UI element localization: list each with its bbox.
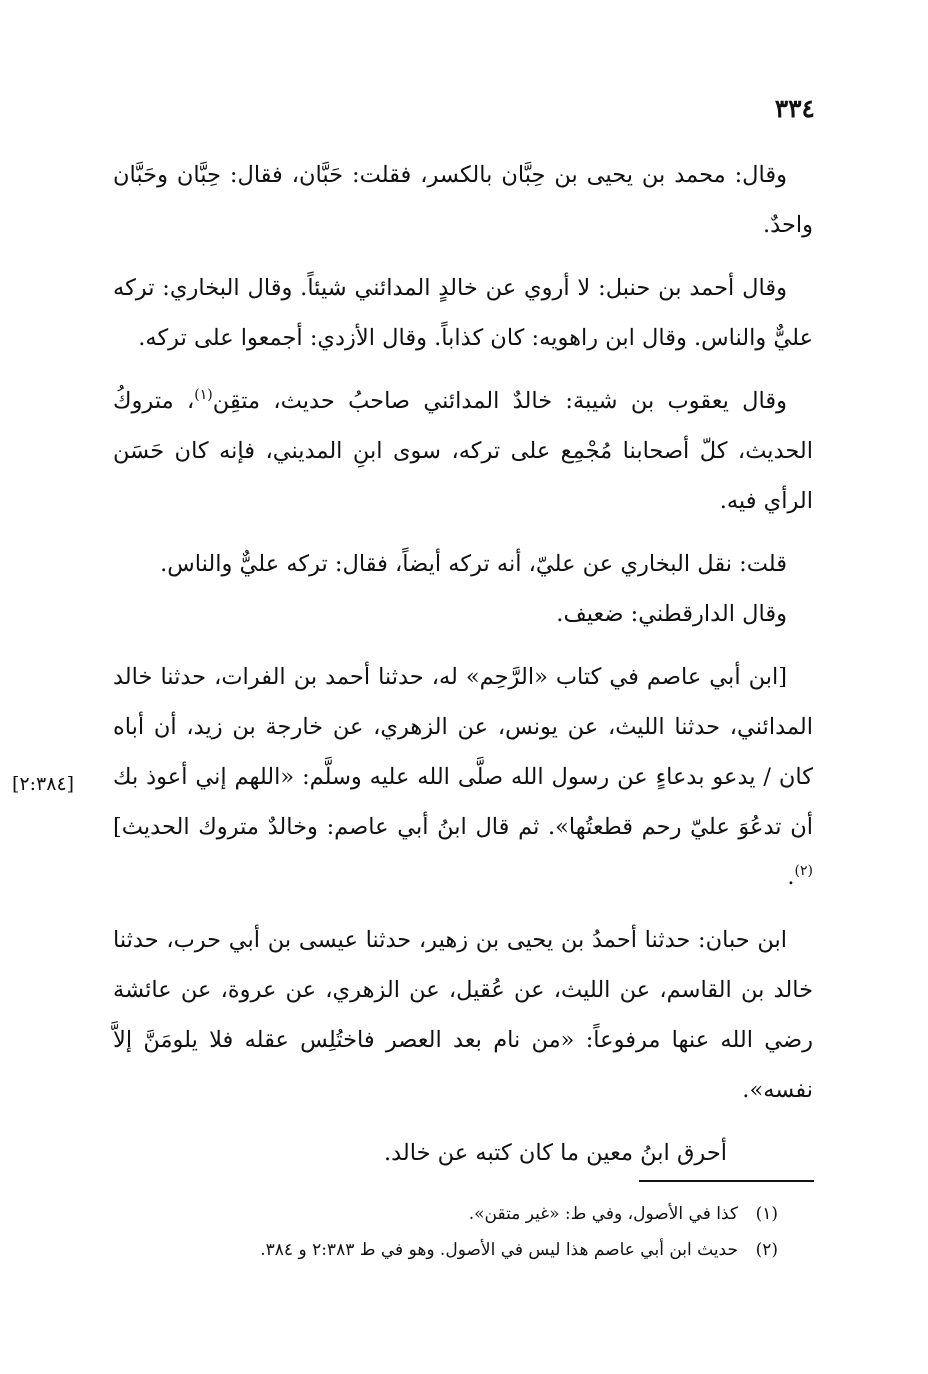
margin-reference: [٢:٣٨٤]: [12, 773, 75, 795]
page-number: ٣٣٤: [774, 94, 815, 123]
footnote-text: حديث ابن أبي عاصم هذا ليس في الأصول. وهو في ط ٢:٣٨٣ و ٣٨٤.: [260, 1240, 738, 1260]
footnote-number: (١): [755, 1204, 778, 1224]
paragraph-text: ، متروكُ الحديث، كلّ أصحابنا مُجْمِع على تركه، سوى ابنِ المديني، فإنه كان حَسَن الرأي فيه.: [113, 388, 813, 514]
footnote: [138, 1232, 778, 1268]
paragraph: وقال الدارقطني: ضعيف.: [556, 601, 787, 627]
main-text: [113, 150, 813, 1191]
paragraph: [113, 376, 813, 526]
paragraph: أحرق ابنُ معين ما كان كتبه عن خالد.: [383, 1140, 727, 1166]
paragraph: [113, 652, 813, 902]
footnote-marker: (١): [194, 387, 213, 403]
footnote-text: كذا في الأصول، وفي ط: «غير متقن».: [468, 1204, 738, 1224]
paragraph: قلت: نقل البخاري عن عليّ، أنه تركه أيضاً، فقال: تركه عليٌّ والناس.: [160, 551, 787, 577]
paragraph-text: وقال أحمد بن حنبل: لا أروي عن خالدٍ المدائني شيئاً. وقال البخاري: تركه عليٌّ والناس. وقال ابن راهويه: كان كذاباً. وقال الأزدي: أجمعوا على تركه.: [113, 275, 813, 351]
paragraph: وقال: محمد بن يحيى بن حِبَّان بالكسر، فقلت: حَبَّان، فقال: حِبَّان وحَبَّان واحدٌ.: [113, 162, 813, 238]
footnote: [138, 1196, 778, 1232]
footnote-divider: [639, 1180, 814, 1182]
footnote-number: (٢): [755, 1240, 778, 1260]
paragraph-text: .: [787, 864, 795, 890]
footnote-marker: (٢): [794, 863, 813, 879]
paragraph: [113, 263, 813, 363]
paragraph-text: وقال يعقوب بن شيبة: خالدٌ المدائني صاحبُ حديث، متقِن: [212, 388, 787, 414]
paragraph-text: [ابن أبي عاصم في كتاب «الرَّحِم» له، حدثنا أحمد بن الفرات، حدثنا خالد المدائني، حدثنا الليث، عن يونس، عن الزهري، عن خارجة بن زيد، أن أباه كان / يدعو بدعاءٍ عن رسول الله صلَّى الله عليه وسلَّم: «اللهم إني أعوذ بك أن تدعُوَ عليّ رحم قطعتُها». ثم قال ابنُ أبي عاصم: وخالدٌ متروك الحديث]: [113, 664, 813, 840]
paragraph: ابن حبان: حدثنا أحمدُ بن يحيى بن زهير، حدثنا عيسى بن أبي حرب، حدثنا خالد بن القاسم، عن الليث، عن عُقيل، عن الزهري، عن عروة، عن عائشة رضي الله عنها مرفوعاً: «من نام بعد العصر فاختُلِس عقله فلا يلومَنَّ إلاَّ نفسه».: [113, 927, 813, 1103]
footnotes: [138, 1196, 778, 1268]
